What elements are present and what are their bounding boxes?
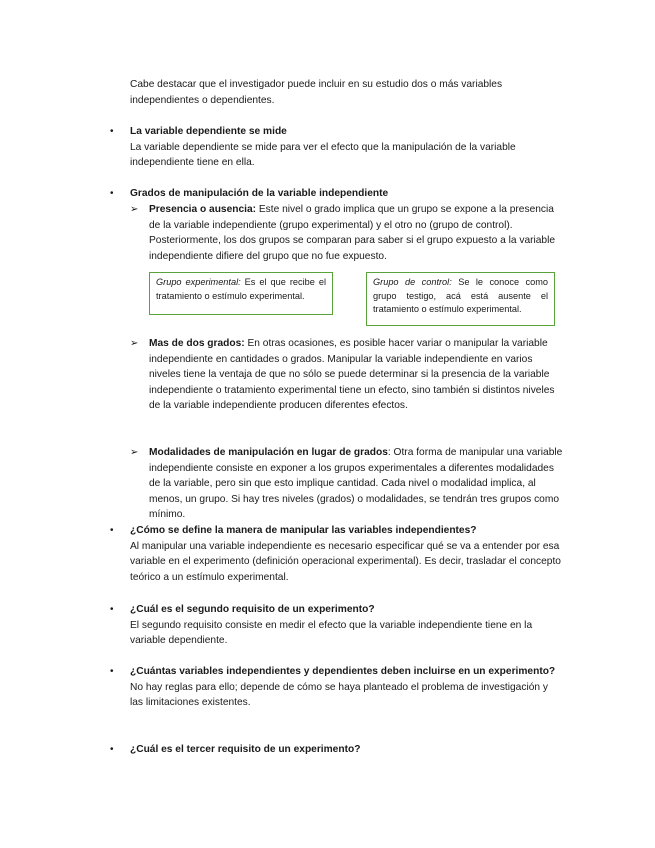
- subitem-more-than-two-degrees: [149, 336, 564, 414]
- section-body: No hay reglas para ello; depende de cómo se haya planteado el problema de investigación y las limitaciones existentes.: [130, 681, 548, 709]
- box-text: Se le conoce como grupo testigo, acá está ausente el tratamiento o estímulo experimental.: [373, 277, 548, 315]
- section-heading: ¿Cuál es el tercer requisito de un experimento?: [130, 744, 361, 755]
- bullet-icon: •: [110, 188, 114, 199]
- experimental-group-box: [149, 272, 333, 315]
- section-how-many-variables: [130, 664, 562, 711]
- arrow-bullet-icon: ➢: [130, 447, 139, 458]
- bullet-icon: •: [110, 604, 114, 615]
- bullet-icon: •: [110, 744, 114, 755]
- bullet-icon: •: [110, 126, 114, 137]
- section-second-requirement: [130, 602, 562, 649]
- subitem-presence-absence: [149, 202, 564, 264]
- section-heading: ¿Cuál es el segundo requisito de un experimento?: [130, 604, 375, 615]
- subitem-text: En otras ocasiones, es posible hacer variar o manipular la variable independiente en cantidades o grados. Manipular la variable independiente en varios niveles tiene la ventaja de que no sólo se puede determinar si la presencia de la variable independiente o tratamiento experimental tiene un efecto, sino también si distintos niveles de la variable independiente producen diferentes efectos.: [149, 338, 555, 412]
- box-text: Es el que recibe el tratamiento o estímulo experimental.: [156, 277, 327, 301]
- section-heading: ¿Cuántas variables independientes y dependientes deben incluirse en un experimento?: [130, 666, 556, 677]
- bullet-icon: •: [110, 525, 114, 536]
- section-body: La variable dependiente se mide para ver el efecto que la manipulación de la variable independiente tiene en ella.: [130, 141, 516, 169]
- section-body: Al manipular una variable independiente es necesario especificar qué se va a entender por esa variable en el experimento (definición operacional experimental). Es decir, trasladar el concepto teórico a un estímulo experimental.: [130, 540, 561, 583]
- box-label: Grupo de control:: [373, 277, 452, 287]
- section-heading: Grados de manipulación de la variable independiente: [130, 188, 389, 199]
- section-body: El segundo requisito consiste en medir el efecto que la variable independiente tiene en la variable dependiente.: [130, 619, 533, 647]
- arrow-bullet-icon: ➢: [130, 204, 139, 215]
- intro-paragraph: Cabe destacar que el investigador puede incluir en su estudio dos o más variables independientes o dependientes.: [130, 79, 503, 106]
- subitem-title: Presencia o ausencia:: [149, 204, 257, 215]
- box-label: Grupo experimental:: [156, 277, 241, 287]
- section-third-requirement: [130, 742, 562, 758]
- section-heading: La variable dependiente se mide: [130, 126, 287, 137]
- subitem-title: Mas de dos grados:: [149, 338, 245, 349]
- subitem-text: : Otra forma de manipular una variable independiente consiste en exponer a los grupos experimentales a diferentes modalidades de la variable, pero sin que esto implique cantidad. Cada nivel o modalidad implica, al menos, un grupo. Si hay tres niveles (grados) o modalidades, se tendrán tres grupos como mínimo.: [149, 447, 563, 521]
- section-heading: ¿Cómo se define la manera de manipular las variables independientes?: [130, 525, 477, 536]
- subitem-title: Modalidades de manipulación en lugar de grados: [149, 447, 388, 458]
- bullet-icon: •: [110, 666, 114, 677]
- subitem-modalities: [149, 445, 564, 523]
- section-dependent-variable: [130, 124, 562, 171]
- section-define-manipulation: [130, 523, 562, 585]
- section-manipulation-degrees: [130, 186, 562, 202]
- control-group-box: [366, 272, 555, 326]
- subitem-text: Este nivel o grado implica que un grupo se expone a la presencia de la variable independiente (grupo experimental) y el otro no (grupo de control). Posteriormente, los dos grupos se comparan para saber si el grupo expuesto a la variable independiente difiere del grupo que no fue expuesto.: [149, 204, 556, 262]
- arrow-bullet-icon: ➢: [130, 338, 139, 349]
